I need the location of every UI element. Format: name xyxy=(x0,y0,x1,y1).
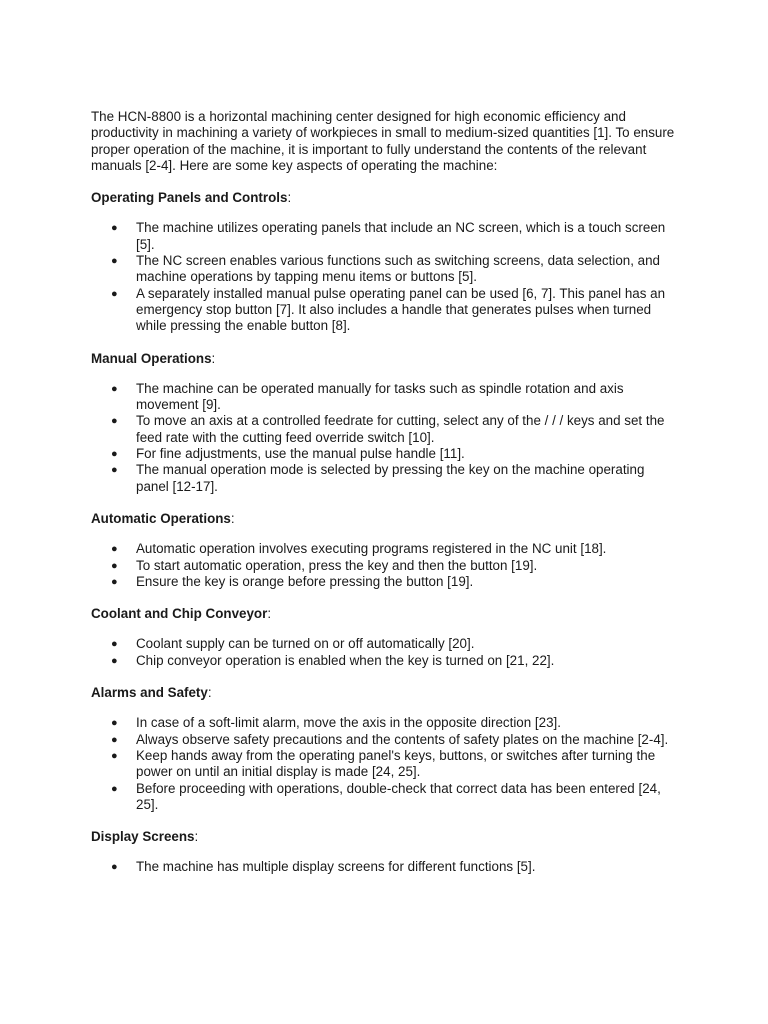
bullet-list xyxy=(91,715,768,813)
section-heading-title: Alarms and Safety xyxy=(91,685,208,701)
bullet-icon: ● xyxy=(111,861,118,874)
list-item-text: The machine utilizes operating panels that include an NC screen, which is a touch screen [5]. xyxy=(136,220,666,252)
list-item-text: Always observe safety precautions and the contents of safety plates on the machine [2-4]. xyxy=(136,731,669,747)
list-item-text: Keep hands away from the operating panel's keys, buttons, or switches after turning the power on until an initial display is made [24, 25]. xyxy=(136,747,656,780)
bullet-icon: ● xyxy=(111,415,118,428)
section-heading-colon: : xyxy=(207,685,212,701)
list-item xyxy=(91,413,679,446)
list-item xyxy=(91,558,679,574)
section-heading-title: Coolant and Chip Conveyor xyxy=(91,606,268,622)
list-item-text: In case of a soft-limit alarm, move the axis in the opposite direction [23]. xyxy=(136,715,561,731)
list-item-text: To move an axis at a controlled feedrate for cutting, select any of the / / / keys and set the feed rate with the cutting feed override switch [10]. xyxy=(136,413,665,445)
bullet-list xyxy=(91,381,768,495)
section-heading-title: Display Screens xyxy=(91,829,195,845)
list-item xyxy=(91,574,679,590)
list-item xyxy=(91,381,679,414)
section-heading-colon: : xyxy=(230,510,235,526)
list-item xyxy=(91,732,679,748)
bullet-icon: ● xyxy=(111,749,118,762)
section-heading xyxy=(91,511,768,527)
list-item-text: The NC screen enables various functions such as switching screens, data selection, and machine operations by tapping menu items or buttons [5]. xyxy=(136,253,661,285)
section-heading xyxy=(91,190,768,206)
list-item xyxy=(91,286,679,335)
bullet-icon: ● xyxy=(111,782,118,795)
list-item xyxy=(91,541,679,557)
bullet-icon: ● xyxy=(111,287,118,300)
list-item xyxy=(91,748,679,781)
list-item-text: A separately installed manual pulse operating panel can be used [6, 7]. This panel has an emergency stop button [7]. It also includes a handle that generates pulses when turned while pressing the enable button [8]. xyxy=(136,285,666,334)
section-heading-title: Operating Panels and Controls xyxy=(91,190,288,206)
bullet-icon: ● xyxy=(111,654,118,667)
list-item-text: To start automatic operation, press the key and then the button [19]. xyxy=(136,557,538,573)
list-item xyxy=(91,446,679,462)
section-heading xyxy=(91,351,768,367)
list-item-text: Coolant supply can be turned on or off automatically [20]. xyxy=(136,636,475,652)
list-item-text: Chip conveyor operation is enabled when the key is turned on [21, 22]. xyxy=(136,652,555,668)
section-heading-colon: : xyxy=(194,829,199,845)
list-item xyxy=(91,636,679,652)
list-item xyxy=(91,715,679,731)
section-heading xyxy=(91,829,768,845)
list-item xyxy=(91,653,679,669)
bullet-icon: ● xyxy=(111,543,118,556)
list-item-text: The manual operation mode is selected by pressing the key on the machine operating panel [12-17]. xyxy=(136,462,645,494)
bullet-icon: ● xyxy=(111,717,118,730)
list-item xyxy=(91,220,679,253)
list-item-text: For fine adjustments, use the manual pulse handle [11]. xyxy=(136,446,465,462)
sections-container xyxy=(91,190,768,876)
list-item-text: Before proceeding with operations, double-check that correct data has been entered [24, 25]. xyxy=(136,780,661,812)
list-item xyxy=(91,859,679,875)
bullet-icon: ● xyxy=(111,464,118,477)
bullet-icon: ● xyxy=(111,255,118,268)
bullet-icon: ● xyxy=(111,733,118,746)
section-heading-title: Automatic Operations xyxy=(91,510,231,526)
bullet-list xyxy=(91,541,768,590)
bullet-icon: ● xyxy=(111,448,118,461)
bullet-icon: ● xyxy=(111,222,118,235)
section-heading xyxy=(91,685,768,701)
list-item-text: The machine can be operated manually for tasks such as spindle rotation and axis movement [9]. xyxy=(136,380,624,413)
section-heading-colon: : xyxy=(267,606,272,622)
list-item-text: Ensure the key is orange before pressing the button [19]. xyxy=(136,573,474,589)
bullet-icon: ● xyxy=(111,559,118,572)
list-item xyxy=(91,781,679,814)
list-item-text: Automatic operation involves executing programs registered in the NC unit [18]. xyxy=(136,541,607,557)
intro-paragraph: The HCN-8800 is a horizontal machining center designed for high economic efficiency and productivity in machining a variety of workpieces in small to medium-sized quantities [1]. To ensure proper operation of the machine, it is important to fully understand the contents of the relevant manuals [2-4]. Here are some key aspects of operating the machine: xyxy=(91,109,675,173)
bullet-icon: ● xyxy=(111,382,118,395)
section-heading xyxy=(91,606,768,622)
bullet-icon: ● xyxy=(111,575,118,588)
list-item xyxy=(91,253,679,286)
list-item xyxy=(91,462,679,495)
section-heading-title: Manual Operations xyxy=(91,350,212,366)
section-heading-colon: : xyxy=(211,350,216,366)
bullet-icon: ● xyxy=(111,638,118,651)
bullet-list xyxy=(91,859,768,875)
list-item-text: The machine has multiple display screens for different functions [5]. xyxy=(136,859,536,875)
bullet-list xyxy=(91,220,768,334)
bullet-list xyxy=(91,636,768,669)
section-heading-colon: : xyxy=(287,190,292,206)
